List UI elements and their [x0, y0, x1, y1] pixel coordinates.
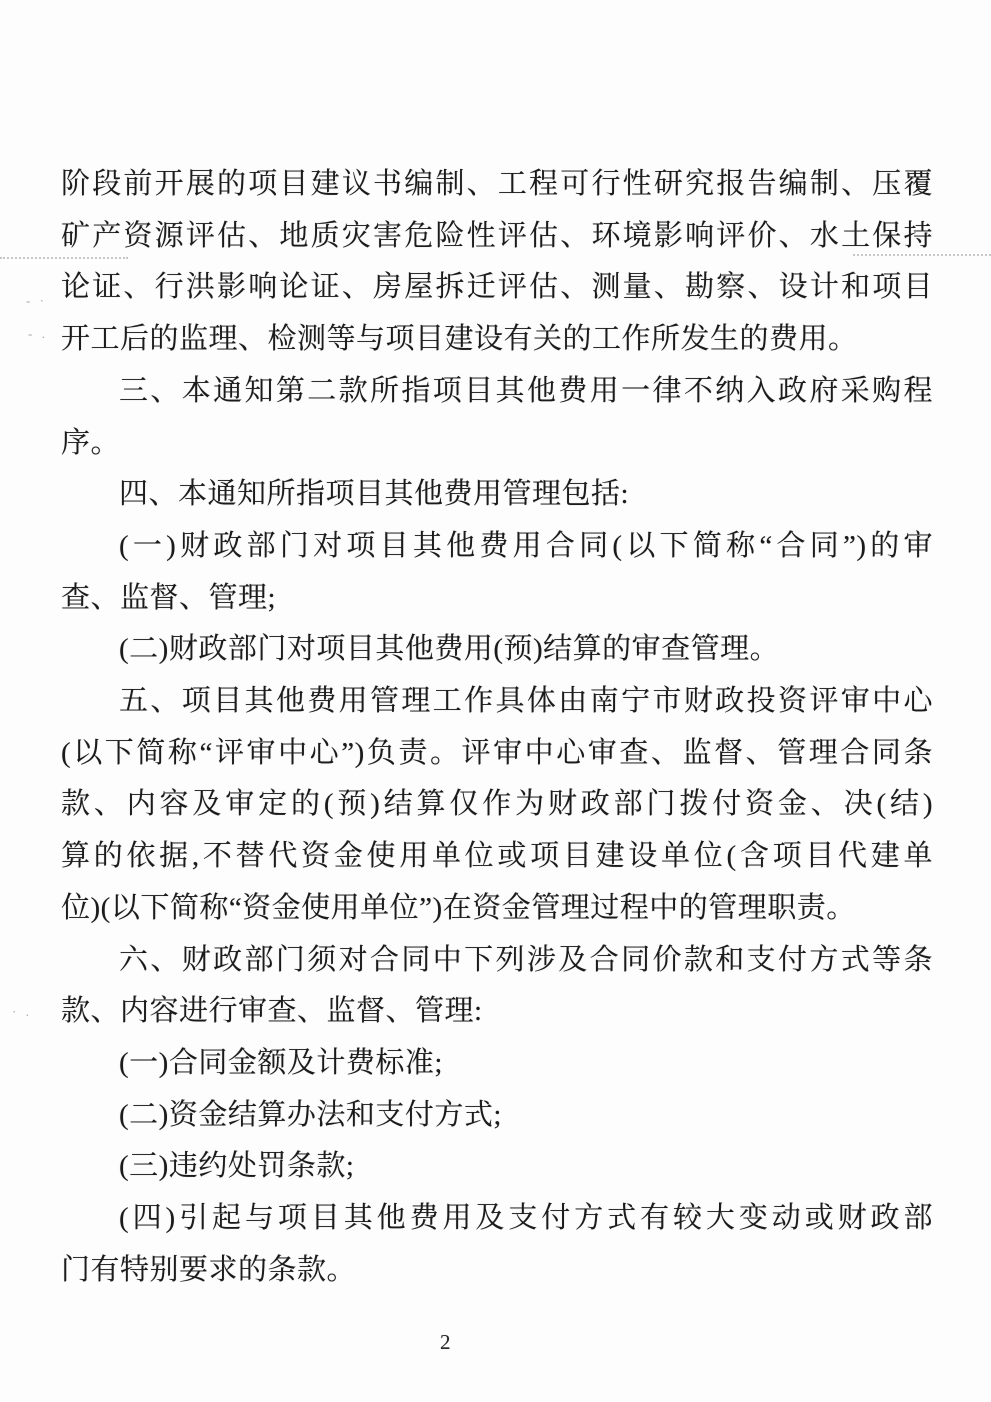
text-line: 阶段前开展的项目建议书编制、工程可行性研究报告编制、压覆 [61, 168, 933, 200]
text-line: (一)合同金额及计费标准; [119, 1046, 443, 1079]
text-line: 门有特别要求的条款。 [61, 1253, 357, 1286]
text-line: 矿产资源评估、地质灾害危险性评估、环境影响评价、水土保持 [61, 219, 933, 252]
text-line: 查、监督、管理; [61, 581, 277, 614]
document-body-text [61, 159, 933, 1296]
scan-noise-speck: - . [28, 326, 48, 341]
footer-page-number: 2 [440, 1330, 451, 1354]
text-line: 论证、行洪影响论证、房屋拆迁评估、测量、勘察、设计和项目 [61, 271, 933, 304]
text-line: 款、内容进行审查、监督、管理: [61, 995, 483, 1028]
text-line: 六、财政部门须对合同中下列涉及合同价款和支付方式等条 [119, 943, 933, 976]
text-line: (以下简称“评审中心”)负责。评审中心审查、监督、管理合同条 [61, 736, 933, 769]
text-line: (三)违约处罚条款; [119, 1150, 355, 1183]
text-line: (一)财政部门对项目其他费用合同(以下简称“合同”)的审 [119, 529, 933, 562]
text-line: 款、内容及审定的(预)结算仅作为财政部门拨付资金、决(结) [61, 788, 933, 821]
text-line: (二)财政部门对项目其他费用(预)结算的审查管理。 [119, 633, 780, 666]
text-line: 算的依据,不替代资金使用单位或项目建设单位(含项目代建单 [61, 840, 933, 873]
text-line: 五、项目其他费用管理工作具体由南宁市财政投资评审中心 [119, 685, 933, 718]
text-line: 四、本通知所指项目其他费用管理包括: [119, 478, 630, 511]
text-line: 三、本通知第二款所指项目其他费用一律不纳入政府采购程 [119, 374, 933, 407]
text-line: (二)资金结算办法和支付方式; [119, 1098, 502, 1131]
text-line: 序。 [61, 426, 121, 459]
scan-noise-speck: - · [26, 293, 47, 308]
text-line: (四)引起与项目其他费用及支付方式有较大变动或财政部 [119, 1202, 933, 1235]
scan-noise-speck: · . [12, 1004, 32, 1019]
text-line: 位)(以下简称“资金使用单位”)在资金管理过程中的管理职责。 [61, 891, 856, 924]
text-line: 开工后的监理、检测等与项目建设有关的工作所发生的费用。 [61, 323, 858, 356]
